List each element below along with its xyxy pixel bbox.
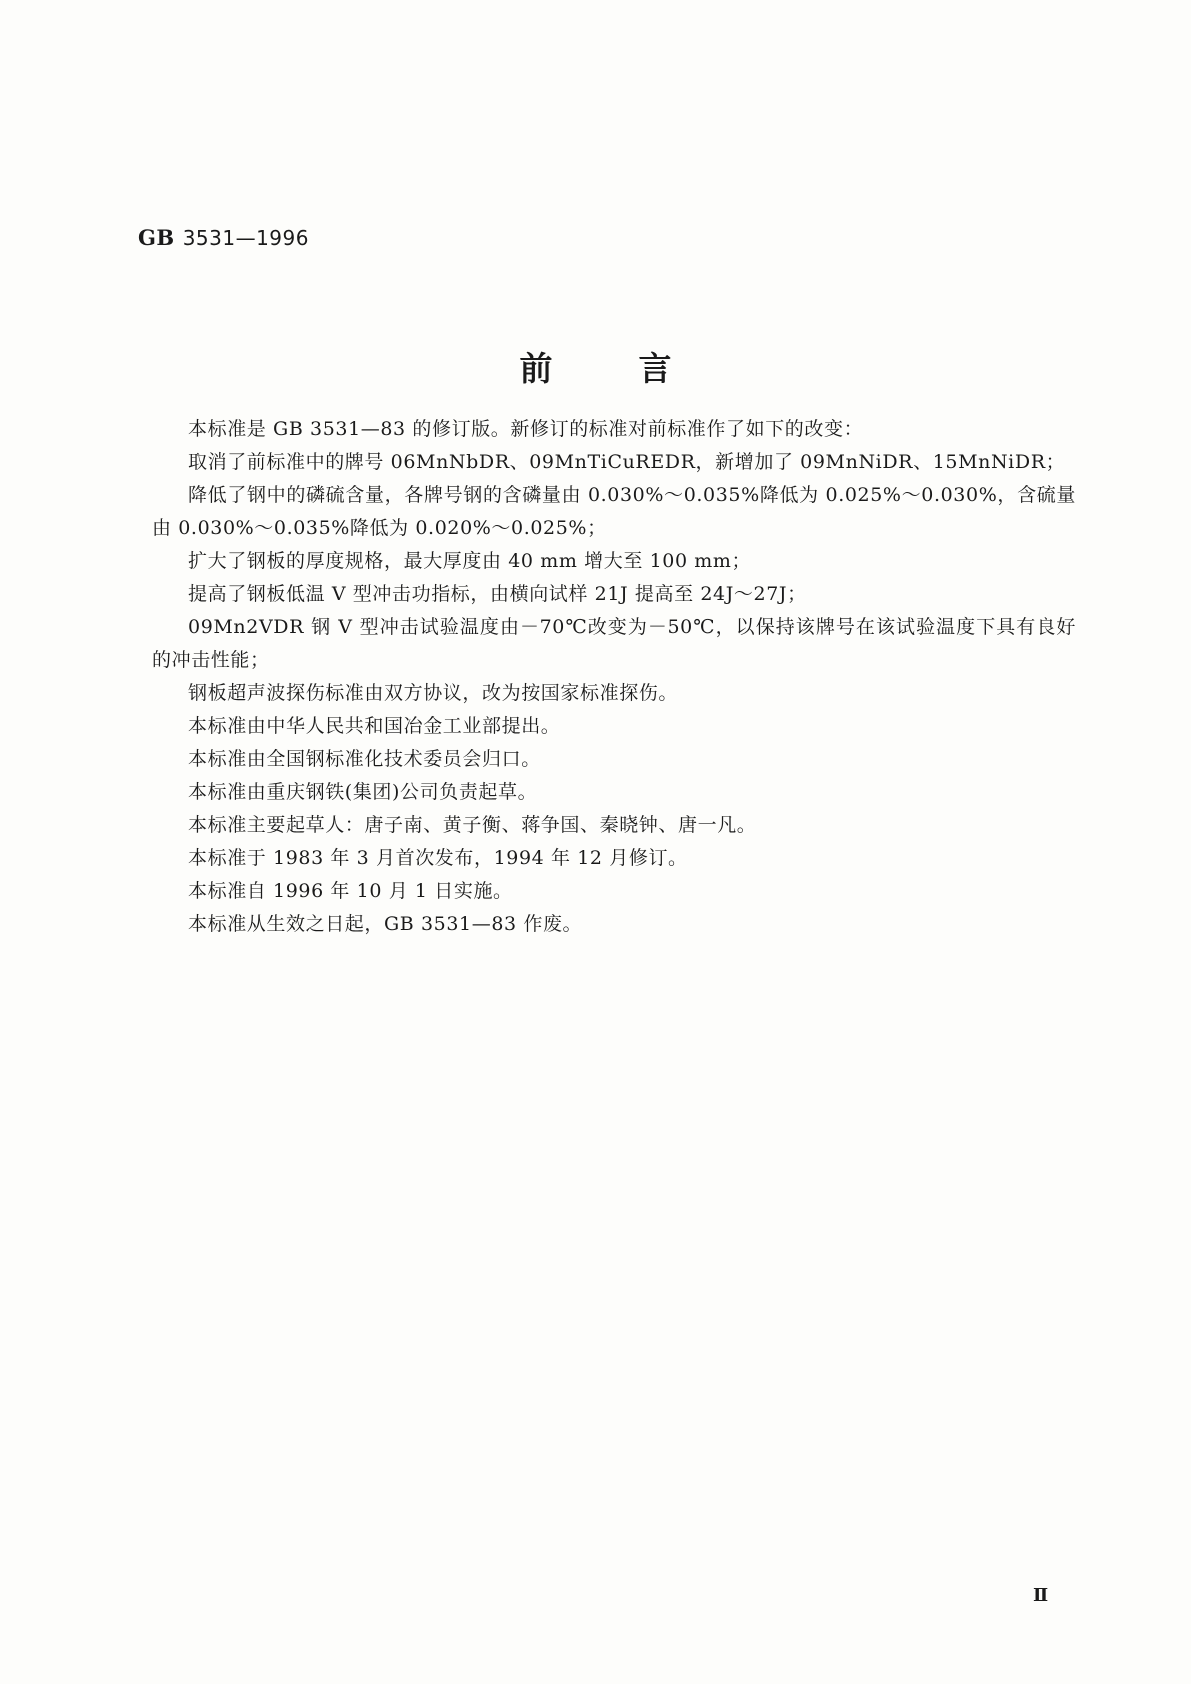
standard-number: 3531—1996 <box>182 226 309 250</box>
paragraph-9: 本标准由全国钢标准化技术委员会归口。 <box>188 748 541 770</box>
paragraph-11: 本标准主要起草人：唐子南、黄子衡、蒋争国、秦晓钟、唐一凡。 <box>188 814 757 836</box>
paragraph-14: 本标准从生效之日起，GB 3531—83 作废。 <box>188 913 583 935</box>
paragraph-10: 本标准由重庆钢铁(集团)公司负责起草。 <box>188 781 538 803</box>
paragraph-2: 取消了前标准中的牌号 06MnNbDR、09MnTiCuREDR，新增加了 09MnNiDR、15MnNiDR； <box>188 451 1066 473</box>
paragraph-6: 09Mn2VDR 钢 V 型冲击试验温度由－70℃改变为－50℃，以保持该牌号在该试验温度下具有良好的冲击性能； <box>152 616 1076 671</box>
paragraph-4: 扩大了钢板的厚度规格，最大厚度由 40 mm 增大至 100 mm； <box>188 550 752 572</box>
paragraph-5: 提高了钢板低温 V 型冲击功指标，由横向试样 21J 提高至 24J～27J； <box>188 583 807 605</box>
paragraph-3: 降低了钢中的磷硫含量，各牌号钢的含磷量由 0.030%～0.035%降低为 0.025%～0.030%，含硫量由 0.030%～0.035%降低为 0.020%～0.025%； <box>152 484 1076 539</box>
standard-code: GB <box>138 225 175 250</box>
page-number: Ⅱ <box>1033 1585 1049 1606</box>
paragraph-1: 本标准是 GB 3531—83 的修订版。新修订的标准对前标准作了如下的改变： <box>188 418 864 440</box>
paragraph-12: 本标准于 1983 年 3 月首次发布，1994 年 12 月修订。 <box>188 847 688 869</box>
paragraph-13: 本标准自 1996 年 10 月 1 日实施。 <box>188 880 513 902</box>
page-title: 前言 <box>519 349 758 388</box>
standard-number-header <box>138 225 309 250</box>
paragraph-8: 本标准由中华人民共和国冶金工业部提出。 <box>188 715 561 737</box>
paragraph-7: 钢板超声波探伤标准由双方协议，改为按国家标准探伤。 <box>188 682 679 704</box>
foreword-body <box>152 413 1076 941</box>
